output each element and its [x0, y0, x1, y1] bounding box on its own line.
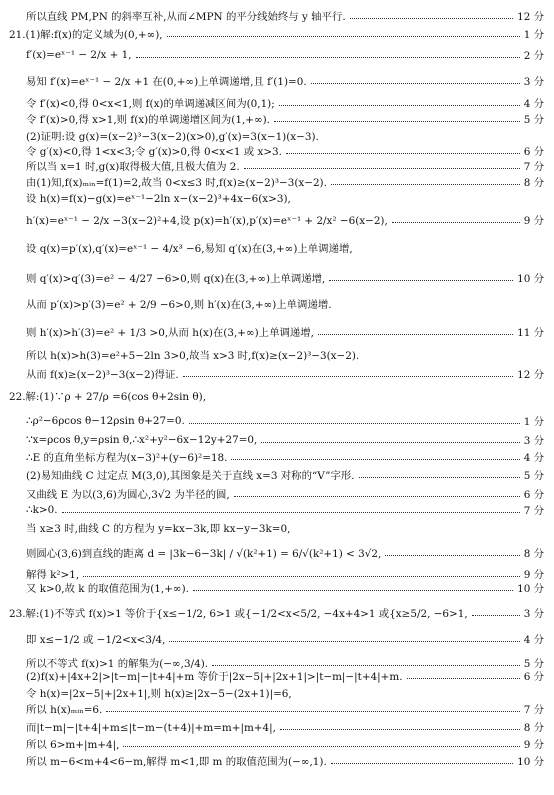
solution-line: [26, 467, 544, 482]
solution-line: [26, 701, 544, 716]
solution-line: [26, 719, 544, 734]
solution-text: 令 h(x)=|2x−5|+|2x+1|,则 h(x)≥|2x−5−(2x+1)|=6,: [26, 688, 292, 700]
solution-text: 又 k>0,故 k 的取值范围为(1,+∞).: [26, 583, 189, 595]
solution-text: 从而 p′(x)>p′(3)=e² + 2/9 −6>0,则 h′(x)在(3,+∞)上单调递增.: [26, 299, 332, 311]
solution-line: [26, 212, 544, 227]
solution-text: ∴k>0.: [26, 503, 58, 516]
score-label: 10 分: [517, 756, 544, 768]
solution-text: 所以 h(x)>h(3)=e²+5−2ln 3>0,故当 x>3 时,f(x)≥(x−2)³−3(x−2).: [26, 350, 360, 362]
solution-line: [26, 502, 544, 517]
score-label: 9 分: [523, 739, 544, 751]
solution-text: ∴ρ²−6ρcos θ−12ρsin θ+27=0.: [26, 414, 185, 427]
score-label: 12 分: [517, 369, 544, 381]
leader-dots: [280, 729, 520, 730]
solution-line: [26, 143, 544, 158]
solution-line: [26, 413, 544, 428]
score-label: 7 分: [523, 704, 544, 716]
leader-dots: [407, 678, 520, 679]
leader-dots: [274, 121, 520, 122]
solution-text: 23.解:(1)不等式 f(x)>1 等价于{x≤−1/2, 6>1 或{−1/2<x<5/2, −4x+4>1 或{x≥5/2, −6>1,: [9, 608, 468, 620]
solution-line: [26, 324, 544, 339]
solution-line: [26, 8, 544, 23]
leader-dots: [136, 57, 520, 58]
solution-line: [9, 605, 544, 620]
solution-text: 解得 k²>1,: [26, 569, 80, 581]
score-label: 10 分: [517, 273, 544, 285]
solution-text: 所以直线 PM,PN 的斜率互补,从而∠MPN 的平分线始终与 y 轴平行.: [26, 11, 346, 23]
solution-text: 22.解:(1)∵ρ + 27/ρ =6(cos θ+2sin θ),: [9, 391, 206, 403]
solution-line: [26, 631, 544, 646]
solution-text: 所以 6>m+|m+4|,: [26, 739, 120, 751]
solution-text: 所以 h(x)ₘᵢₙ=6.: [26, 704, 103, 716]
leader-dots: [311, 83, 520, 84]
solution-line: [26, 736, 544, 751]
solution-text: 而|t−m|−|t+4|+m≤|t−m−(t+4)|+m=m+|m+4|,: [26, 722, 276, 734]
solution-line: [26, 158, 544, 173]
solution-line: [9, 26, 544, 41]
score-label: 3 分: [523, 435, 544, 447]
solution-text: 令 f′(x)>0,得 x>1,则 f(x)的单调递增区间为(1,+∞).: [26, 114, 270, 126]
solution-line: [26, 520, 544, 535]
score-label: 5 分: [523, 114, 544, 126]
leader-dots: [385, 555, 519, 556]
leader-dots: [62, 512, 520, 513]
solution-text: 设 q(x)=p′(x),q′(x)=eˣ⁻¹ − 4/x³ −6,易知 q′(x)在(3,+∞)上单调递增,: [26, 243, 353, 255]
leader-dots: [231, 459, 519, 460]
leader-dots: [350, 18, 513, 19]
leader-dots: [279, 105, 520, 106]
solution-text: 令 g′(x)<0,得 1<x<3;令 g′(x)>0,得 0<x<1 或 x>3.: [26, 146, 282, 158]
solution-line: [26, 190, 544, 205]
solution-line: [26, 95, 544, 110]
score-label: 6 分: [523, 671, 544, 683]
score-label: 4 分: [523, 634, 544, 646]
score-label: 9 分: [523, 215, 544, 227]
leader-dots: [329, 280, 513, 281]
leader-dots: [359, 477, 520, 478]
leader-dots: [331, 184, 520, 185]
score-label: 1 分: [523, 416, 544, 428]
leader-dots: [193, 590, 513, 591]
score-label: 9 分: [523, 569, 544, 581]
leader-dots: [318, 334, 513, 335]
score-label: 7 分: [523, 161, 544, 173]
score-label: 8 分: [523, 722, 544, 734]
solution-text: ∴E 的直角坐标方程为(x−3)²+(y−6)²=18.: [26, 452, 228, 464]
leader-dots: [331, 763, 513, 764]
leader-dots: [286, 153, 520, 154]
leader-dots: [106, 711, 519, 712]
solution-line: [26, 296, 544, 311]
leader-dots: [392, 222, 520, 223]
solution-text: 则 q′(x)>q′(3)=e² − 4/27 −6>0,则 q(x)在(3,+∞)上单调递增,: [26, 273, 326, 285]
solution-line: [26, 432, 544, 447]
solution-text: 令 f′(x)<0,得 0<x<1,则 f(x)的单调递减区间为(0,1);: [26, 98, 275, 110]
solution-line: [26, 240, 544, 255]
leader-dots: [167, 36, 520, 37]
score-label: 1 分: [523, 29, 544, 41]
solution-line: [26, 47, 544, 62]
solution-text: ∵x=ρcos θ,y=ρsin θ,∴x²+y²−6x−12y+27=0,: [26, 433, 258, 446]
solution-text: 所以 m−6<m+4<6−m,解得 m<1,即 m 的取值范围为(−∞,1).: [26, 756, 327, 768]
leader-dots: [261, 442, 519, 443]
solution-line: [26, 580, 544, 595]
solution-text: 则 h′(x)>h′(3)=e² + 1/3 >0,从而 h(x)在(3,+∞)上单调递增,: [26, 327, 314, 339]
leader-dots: [472, 615, 520, 616]
solution-text: (2)证明:设 g(x)=(x−2)³−3(x−2)(x>0),g′(x)=3(x−1)(x−3).: [26, 131, 319, 143]
score-label: 5 分: [523, 658, 544, 670]
solution-line: [9, 388, 544, 403]
solution-line: [26, 270, 544, 285]
leader-dots: [244, 168, 520, 169]
solution-line: [26, 545, 544, 560]
solution-line: [26, 668, 544, 683]
score-label: 10 分: [517, 583, 544, 595]
score-label: 12 分: [517, 11, 544, 23]
leader-dots: [169, 641, 519, 642]
solution-text: 即 x≤−1/2 或 −1/2<x<3/4,: [26, 634, 166, 646]
solution-text: 由(1)知,f(x)ₘᵢₙ=f(1)=2,故当 0<x≤3 时,f(x)≥(x−2)³−3(x−2).: [26, 177, 327, 189]
solution-line: [26, 174, 544, 189]
solution-text: 易知 f′(x)=eˣ⁻¹ − 2/x +1 在(0,+∞)上单调递增,且 f′(1)=0.: [26, 76, 307, 88]
score-label: 4 分: [523, 452, 544, 464]
solution-text: 设 h(x)=f(x)−g(x)=eˣ⁻¹−2ln x−(x−2)³+4x−6(x>3),: [26, 193, 291, 205]
solution-line: [26, 111, 544, 126]
score-label: 3 分: [523, 76, 544, 88]
solution-text: (2)f(x)+|4x+2|>|t−m|−|t+4|+m 等价于|2x−5|+|2x+1|>|t−m|−|t+4|+m.: [26, 671, 403, 683]
leader-dots: [123, 746, 519, 747]
solution-line: [26, 566, 544, 581]
solution-line: [26, 486, 544, 501]
solution-line: [26, 366, 544, 381]
score-label: 4 分: [523, 98, 544, 110]
score-label: 8 分: [523, 177, 544, 189]
solution-line: [26, 128, 544, 143]
score-label: 11 分: [517, 327, 544, 339]
solution-line: [26, 753, 544, 768]
solution-text: h′(x)=eˣ⁻¹ − 2/x −3(x−2)²+4,设 p(x)=h′(x),p′(x)=eˣ⁻¹ + 2/x² −6(x−2),: [26, 215, 388, 227]
score-label: 5 分: [523, 470, 544, 482]
leader-dots: [189, 423, 520, 424]
solution-text: (2)易知曲线 C 过定点 M(3,0),其图象是关于直线 x=3 对称的“V”字形.: [26, 470, 355, 482]
solution-text: 从而 f(x)≥(x−2)³−3(x−2)得证.: [26, 369, 179, 381]
solution-text: f′(x)=eˣ⁻¹ − 2/x + 1,: [26, 48, 132, 61]
solution-line: [26, 449, 544, 464]
score-label: 2 分: [523, 50, 544, 62]
solution-line: [26, 347, 544, 362]
solution-text: 则圆心(3,6)到直线的距离 d = |3k−6−3k| / √(k²+1) = 6/√(k²+1) < 3√2,: [26, 548, 382, 560]
solution-text: 当 x≥3 时,曲线 C 的方程为 y=kx−3k,即 kx−y−3k=0,: [26, 523, 291, 535]
leader-dots: [183, 376, 513, 377]
score-label: 8 分: [523, 548, 544, 560]
score-label: 3 分: [523, 608, 544, 620]
score-label: 6 分: [523, 489, 544, 501]
solution-text: 又曲线 E 为以(3,6)为圆心,3√2 为半径的圆,: [26, 489, 230, 501]
leader-dots: [234, 496, 520, 497]
leader-dots: [212, 665, 520, 666]
solution-text: 所以当 x=1 时,g(x)取得极大值,且极大值为 2.: [26, 161, 240, 173]
solution-text: 21.(1)解:f(x)的定义域为(0,+∞),: [9, 29, 163, 41]
leader-dots: [83, 576, 520, 577]
solution-text: 所以不等式 f(x)>1 的解集为(−∞,3/4).: [26, 658, 209, 670]
score-label: 7 分: [523, 505, 544, 517]
solution-line: [26, 73, 544, 88]
solution-line: [26, 685, 544, 700]
score-label: 6 分: [523, 146, 544, 158]
